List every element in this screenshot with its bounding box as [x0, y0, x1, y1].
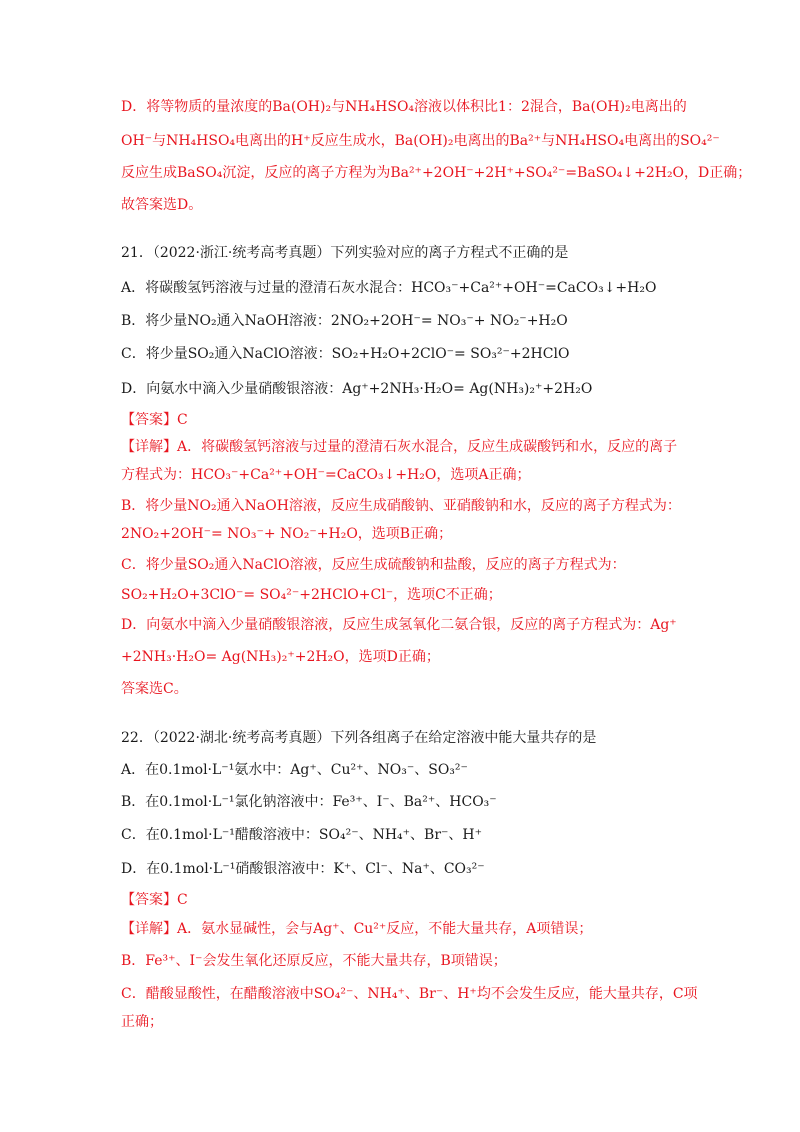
q21-option-b: B．将少量NO₂通入NaOH溶液：2NO₂+2OH⁻= NO₃⁻+ NO₂⁻+H₂O	[121, 313, 568, 329]
q22-option-d: D．在0.1mol·L⁻¹硝酸银溶液中：K⁺、Cl⁻、Na⁺、CO₃²⁻	[121, 861, 485, 877]
q22-option-b: B．在0.1mol·L⁻¹氯化钠溶液中：Fe³⁺、I⁻、Ba²⁺、HCO₃⁻	[121, 794, 497, 810]
q22-explain-line4: 正确；	[121, 1014, 163, 1030]
q21-option-c: C．将少量SO₂通入NaClO溶液：SO₂+H₂O+2ClO⁻= SO₃²⁻+2HClO	[121, 346, 570, 362]
q21-option-a: A．将碳酸氢钙溶液与过量的澄清石灰水混合：HCO₃⁻+Ca²⁺+OH⁻=CaCO₃↓+H₂O	[121, 280, 657, 296]
q21-explain-line8: +2NH₃·H₂O= Ag(NH₃)₂⁺+2H₂O，选项D正确；	[121, 649, 440, 665]
q22-explain-line2: B．Fe³⁺、I⁻会发生氧化还原反应，不能大量共存，B项错误；	[121, 953, 507, 969]
q20-explain-d-line1: D．将等物质的量浓度的Ba(OH)₂与NH₄HSO₄溶液以体积比1：2混合，Ba(OH)₂电离出的	[121, 99, 687, 115]
q22-option-c: C．在0.1mol·L⁻¹醋酸溶液中：SO₄²⁻、NH₄⁺、Br⁻、H⁺	[121, 827, 483, 843]
q21-explain-line6: SO₂+H₂O+3ClO⁻= SO₄²⁻+2HClO+Cl⁻，选项C不正确；	[121, 587, 502, 603]
q20-explain-d-line2: OH⁻与NH₄HSO₄电离出的H⁺反应生成水，Ba(OH)₂电离出的Ba²⁺与NH₄HSO₄电离出的SO₄²⁻	[121, 133, 720, 149]
q21-stem: 21．（2022·浙江·统考高考真题）下列实验对应的离子方程式不正确的是	[121, 245, 569, 261]
q22-stem: 22．（2022·湖北·统考高考真题）下列各组离子在给定溶液中能大量共存的是	[121, 730, 597, 746]
q21-explain-line3: B．将少量NO₂通入NaOH溶液，反应生成硝酸钠、亚硝酸钠和水，反应的离子方程式为：	[121, 498, 681, 514]
q21-answer: 【答案】C	[121, 412, 188, 428]
q22-option-a: A．在0.1mol·L⁻¹氨水中：Ag⁺、Cu²⁺、NO₃⁻、SO₃²⁻	[121, 762, 468, 778]
q21-explain-line2: 方程式为：HCO₃⁻+Ca²⁺+OH⁻=CaCO₃↓+H₂O，选项A正确；	[121, 467, 531, 483]
q21-explain-line7: D．向氨水中滴入少量硝酸银溶液，反应生成氢氧化二氨合银，反应的离子方程式为：Ag⁺	[121, 617, 677, 633]
q21-explain-line1: 【详解】A．将碳酸氢钙溶液与过量的澄清石灰水混合，反应生成碳酸钙和水，反应的离子	[121, 439, 678, 455]
q21-option-d: D．向氨水中滴入少量硝酸银溶液：Ag⁺+2NH₃·H₂O= Ag(NH₃)₂⁺+2H₂O	[121, 381, 593, 397]
q21-explain-line5: C．将少量SO₂通入NaClO溶液，反应生成硫酸钠和盐酸，反应的离子方程式为：	[121, 557, 626, 573]
q21-explain-line4: 2NO₂+2OH⁻= NO₃⁻+ NO₂⁻+H₂O，选项B正确；	[121, 526, 453, 542]
q21-conclusion: 答案选C。	[121, 681, 188, 697]
q22-explain-line1: 【详解】A．氨水显碱性，会与Ag⁺、Cu²⁺反应，不能大量共存，A项错误；	[121, 921, 593, 937]
q22-explain-line3: C．醋酸显酸性，在醋酸溶液中SO₄²⁻、NH₄⁺、Br⁻、H⁺均不会发生反应，能大量共存，C项	[121, 986, 698, 1002]
q20-conclusion: 故答案选D。	[121, 197, 203, 213]
q20-explain-d-line3: 反应生成BaSO₄沉淀，反应的离子方程为为Ba²⁺+2OH⁻+2H⁺+SO₄²⁻=BaSO₄↓+2H₂O，D正确；	[121, 165, 752, 181]
q22-answer: 【答案】C	[121, 892, 188, 908]
